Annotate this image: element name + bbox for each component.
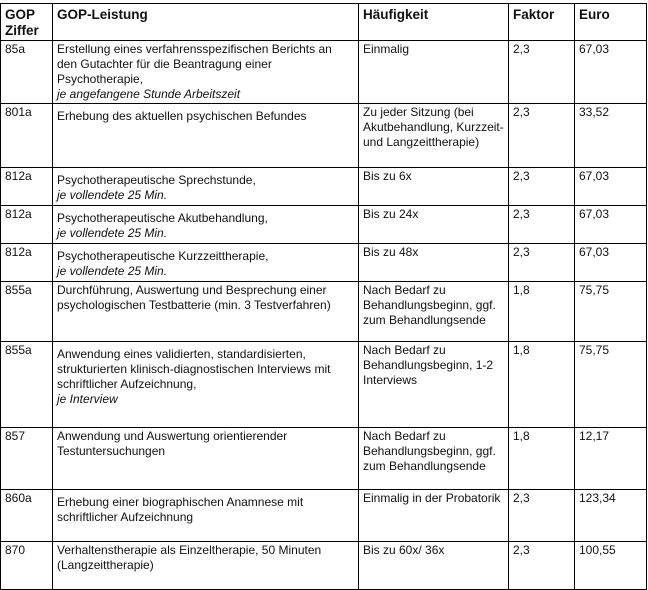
cell-euro: 67,03 — [575, 244, 647, 282]
cell-gop: 870 — [1, 542, 53, 590]
header-haeufigkeit: Häufigkeit — [359, 4, 509, 41]
cell-faktor: 2,3 — [509, 244, 575, 282]
cell-euro: 123,34 — [575, 490, 647, 542]
leistung-note: je vollendete 25 Min. — [57, 188, 168, 202]
cell-euro: 67,03 — [575, 168, 647, 206]
leistung-text: Verhaltenstherapie als Einzeltherapie, 50 Minuten (Langzeittherapie) — [57, 543, 322, 572]
leistung-text: Erhebung des aktuellen psychischen Befundes — [57, 109, 307, 123]
header-faktor: Faktor — [509, 4, 575, 41]
cell-haeufigkeit: Zu jeder Sitzung (bei Akutbehandlung, Kurzzeit- und Langzeittherapie) — [359, 104, 509, 168]
cell-gop: 857 — [1, 428, 53, 490]
leistung-text: Psychotherapeutische Sprechstunde, — [57, 173, 256, 187]
cell-gop: 855a — [1, 342, 53, 428]
cell-gop: 801a — [1, 104, 53, 168]
header-gop-ziffer: GOP Ziffer — [1, 4, 53, 41]
table-row — [1, 41, 647, 104]
cell-leistung — [53, 542, 359, 590]
leistung-text: Erhebung einer biographischen Anamnese mit schriftlicher Aufzeichnung — [57, 495, 304, 524]
cell-faktor: 1,8 — [509, 282, 575, 342]
cell-faktor: 2,3 — [509, 41, 575, 104]
cell-leistung — [53, 428, 359, 490]
leistung-text: Anwendung und Auswertung orientierender Testuntersuchungen — [57, 429, 288, 458]
cell-gop: 812a — [1, 244, 53, 282]
header-euro: Euro — [575, 4, 647, 41]
gop-fee-table — [0, 3, 647, 590]
table-row — [1, 104, 647, 168]
cell-gop: 85a — [1, 41, 53, 104]
cell-faktor: 2,3 — [509, 104, 575, 168]
table-row — [1, 168, 647, 206]
leistung-note: je vollendete 25 Min. — [57, 226, 168, 240]
leistung-note: je Interview — [57, 392, 118, 406]
leistung-text: Psychotherapeutische Akutbehandlung, — [57, 211, 268, 225]
table-row — [1, 428, 647, 490]
cell-haeufigkeit: Einmalig in der Probatorik — [359, 490, 509, 542]
cell-faktor: 2,3 — [509, 206, 575, 244]
table-row — [1, 342, 647, 428]
cell-gop: 860a — [1, 490, 53, 542]
cell-leistung — [53, 282, 359, 342]
cell-leistung — [53, 168, 359, 206]
leistung-text: Erstellung eines verfahrensspezifischen Berichts an den Gutachter für die Beantragung einer Psychotherapie, — [57, 42, 332, 86]
header-gop-leistung: GOP-Leistung — [53, 4, 359, 41]
cell-faktor: 1,8 — [509, 342, 575, 428]
cell-leistung — [53, 41, 359, 104]
cell-faktor: 2,3 — [509, 542, 575, 590]
leistung-text: Psychotherapeutische Kurzzeittherapie, — [57, 249, 269, 263]
table-row — [1, 542, 647, 590]
cell-leistung — [53, 104, 359, 168]
cell-haeufigkeit: Bis zu 60x/ 36x — [359, 542, 509, 590]
cell-leistung — [53, 206, 359, 244]
table-row — [1, 206, 647, 244]
cell-euro: 67,03 — [575, 206, 647, 244]
gop-fee-table-container — [0, 3, 646, 590]
leistung-text: Durchführung, Auswertung und Besprechung einer psychologischen Testbatterie (min. 3 Testverfahren) — [57, 283, 331, 312]
cell-euro: 100,55 — [575, 542, 647, 590]
cell-haeufigkeit: Bis zu 24x — [359, 206, 509, 244]
cell-haeufigkeit: Nach Bedarf zu Behandlungsbeginn, ggf. zum Behandlungsende — [359, 428, 509, 490]
cell-haeufigkeit: Nach Bedarf zu Behandlungsbeginn, ggf. zum Behandlungsende — [359, 282, 509, 342]
cell-gop: 855a — [1, 282, 53, 342]
table-row — [1, 282, 647, 342]
leistung-note: je vollendete 25 Min. — [57, 264, 168, 278]
table-row — [1, 244, 647, 282]
cell-faktor: 1,8 — [509, 428, 575, 490]
cell-faktor: 2,3 — [509, 490, 575, 542]
leistung-note: je angefangene Stunde Arbeitszeit — [57, 87, 241, 101]
cell-haeufigkeit: Nach Bedarf zu Behandlungsbeginn, 1-2 Interviews — [359, 342, 509, 428]
cell-euro: 12,17 — [575, 428, 647, 490]
table-row — [1, 490, 647, 542]
cell-euro: 75,75 — [575, 342, 647, 428]
cell-gop: 812a — [1, 206, 53, 244]
table-header-row — [1, 4, 647, 41]
leistung-text: Anwendung eines validierten, standardisierten, strukturierten klinisch-diagnostischen Interviews mit schriftlicher Aufzeichnung, — [57, 347, 331, 391]
cell-leistung — [53, 342, 359, 428]
cell-faktor: 2,3 — [509, 168, 575, 206]
cell-euro: 33,52 — [575, 104, 647, 168]
cell-haeufigkeit: Bis zu 6x — [359, 168, 509, 206]
cell-leistung — [53, 244, 359, 282]
cell-haeufigkeit: Einmalig — [359, 41, 509, 104]
cell-gop: 812a — [1, 168, 53, 206]
cell-euro: 67,03 — [575, 41, 647, 104]
cell-euro: 75,75 — [575, 282, 647, 342]
cell-leistung — [53, 490, 359, 542]
cell-haeufigkeit: Bis zu 48x — [359, 244, 509, 282]
